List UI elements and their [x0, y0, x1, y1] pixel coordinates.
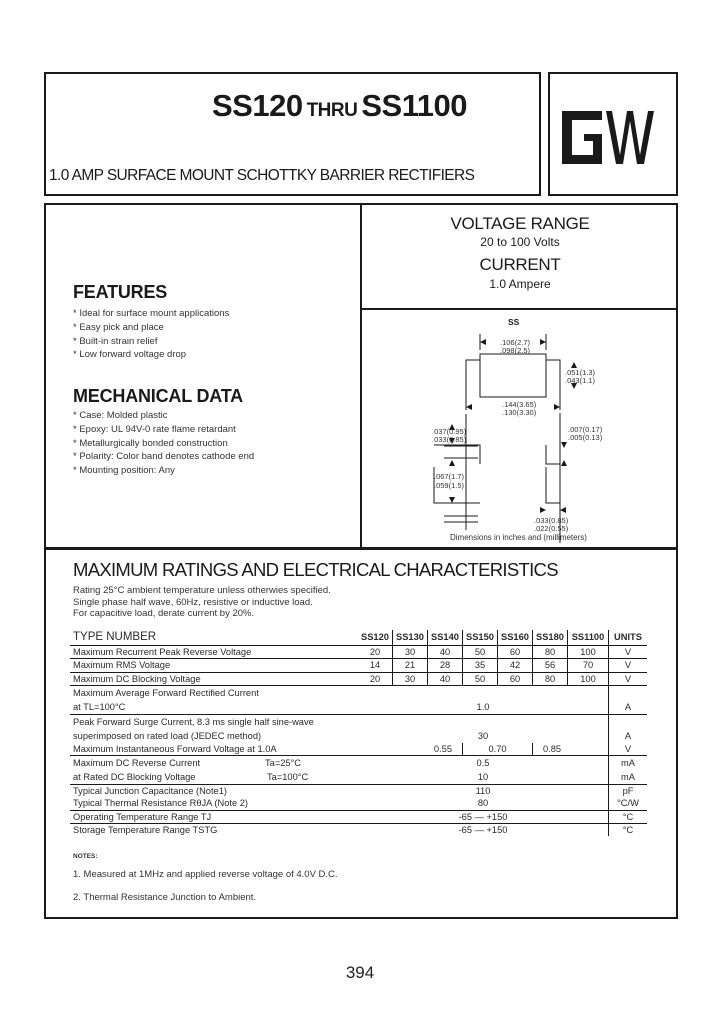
col-header: SS130	[393, 630, 428, 646]
dim-h-1: .067(1.7)	[434, 472, 465, 481]
part-title	[212, 88, 467, 124]
cell: 80	[358, 797, 609, 810]
col-header: SS1100	[568, 630, 609, 646]
note-2: 2. Thermal Resistance Junction to Ambient.	[73, 892, 257, 903]
voltage-range-title: VOLTAGE RANGE	[450, 214, 590, 233]
current-title: CURRENT	[479, 255, 561, 274]
cell: 100	[568, 646, 609, 659]
dim-h-2: .059(1.5)	[434, 481, 465, 490]
part-to: SS1100	[361, 88, 467, 123]
cell: 1.0	[358, 700, 609, 715]
subtitle: 1.0 AMP SURFACE MOUNT SCHOTTKY BARRIER RECTIFIERS	[49, 167, 475, 184]
ratings-conditions	[73, 585, 331, 620]
cell: 28	[428, 659, 463, 672]
gw-logo-icon	[560, 107, 660, 167]
unit-cell: V	[609, 646, 648, 659]
dim-len-2: .130(3.30)	[502, 408, 537, 417]
feature-item: * Low forward voltage drop	[73, 349, 187, 361]
cell: 35	[463, 659, 498, 672]
feature-item: * Built-in strain relief	[73, 335, 158, 347]
voltage-range-value: 20 to 100 Volts	[480, 235, 560, 249]
cell: 0.70	[463, 743, 533, 756]
thru-label: THRU	[306, 100, 358, 121]
table-row	[70, 672, 647, 685]
table-row	[70, 824, 647, 837]
table-row	[70, 700, 647, 715]
condition-line: For capacitive load, derate current by 20%.	[73, 608, 255, 619]
unit-cell: °C/W	[609, 797, 648, 810]
cell: 110	[475, 786, 491, 797]
dim-thick-2: .005(0.13)	[568, 433, 603, 442]
table-row	[70, 714, 647, 729]
cell: -65 — +150	[358, 810, 609, 823]
param-label	[70, 756, 358, 771]
mechanical-item: * Epoxy: UL 94V-0 rate flame retardant	[73, 423, 236, 435]
param-label: Peak Forward Surge Current, 8.3 ms single half sine-wave	[73, 716, 314, 727]
cell: 0.55	[358, 743, 463, 756]
param-label: Typical Junction Capacitance (Note1)	[73, 786, 227, 797]
cell: 30	[477, 730, 489, 741]
param-label: Maximum Instantaneous Forward Voltage at 1.0A	[70, 743, 358, 756]
param-label: Typical Thermal Resistance RθJA (Note 2)	[70, 797, 358, 810]
table-row	[70, 756, 647, 771]
unit-cell: A	[609, 729, 648, 743]
cell: 30	[393, 646, 428, 659]
param-label	[70, 770, 358, 785]
unit-cell: pF	[609, 785, 648, 798]
param-label: Maximum Recurrent Peak Reverse Voltage	[70, 646, 358, 659]
unit-cell: V	[609, 659, 648, 672]
unit-cell: mA	[609, 756, 648, 771]
col-header: SS180	[533, 630, 568, 646]
col-header: SS150	[463, 630, 498, 646]
page-number: 394	[345, 963, 375, 982]
table-row	[70, 810, 647, 823]
cell: 60	[498, 646, 533, 659]
cell: 40	[428, 672, 463, 685]
col-header: SS140	[428, 630, 463, 646]
cell: 30	[393, 672, 428, 685]
mechanical-item: * Polarity: Color band denotes cathode end	[73, 451, 255, 463]
param-label: Operating Temperature Range TJ	[70, 810, 358, 823]
cell: 40	[428, 646, 463, 659]
param-label: Maximum DC Blocking Voltage	[70, 672, 358, 685]
dim-top-1: .106(2.7)	[500, 338, 531, 347]
cell: 60	[498, 672, 533, 685]
table-row	[70, 729, 647, 743]
cell: 0.5	[476, 758, 490, 769]
package-diagram	[420, 310, 620, 545]
dim-right-2: .043(1.1)	[565, 376, 596, 385]
table-row	[70, 797, 647, 810]
mechanical-list	[73, 409, 254, 478]
param-label: Maximum Average Forward Rectified Current	[73, 687, 259, 698]
cell: 50	[463, 646, 498, 659]
col-header: SS120	[358, 630, 393, 646]
cell: 50	[463, 672, 498, 685]
mechanical-heading: MECHANICAL DATA	[73, 386, 243, 406]
unit-cell: V	[609, 743, 648, 756]
table-header-row	[70, 630, 647, 646]
table-row	[70, 785, 647, 798]
cell: 0.85	[533, 743, 609, 756]
cell: 80	[533, 672, 568, 685]
note-1: 1. Measured at 1MHz and applied reverse voltage of 4.0V D.C.	[73, 869, 338, 880]
cell: 70	[568, 659, 609, 672]
cell: 21	[393, 659, 428, 672]
features-heading: FEATURES	[73, 282, 168, 302]
dim-foot-2: .022(0.55)	[534, 524, 569, 533]
param-text: at Rated DC Blocking Voltage	[73, 772, 196, 783]
param-label: Maximum RMS Voltage	[70, 659, 358, 672]
condition-text: Ta=100°C	[267, 772, 309, 783]
mechanical-item: * Mounting position: Any	[73, 465, 175, 477]
mechanical-item: * Case: Molded plastic	[73, 410, 168, 421]
condition-line: Single phase half wave, 60Hz, resistive or inductive load.	[73, 596, 313, 608]
cell: 20	[358, 672, 393, 685]
mechanical-item: * Metallurgically bonded construction	[73, 437, 228, 449]
param-label: superimposed on rated load (JEDEC method)	[73, 730, 262, 741]
param-text: Maximum DC Reverse Current	[73, 758, 201, 769]
param-label: Storage Temperature Range TSTG	[73, 825, 218, 836]
dimensions-caption: Dimensions in inches and (millimeters)	[450, 533, 587, 542]
cell: -65 — +150	[458, 825, 508, 836]
unit-cell: °C	[609, 824, 648, 837]
cell: 10	[358, 770, 609, 785]
dim-thick-1: .007(0.17)	[568, 425, 603, 434]
cell: 20	[358, 646, 393, 659]
features-list	[73, 307, 229, 362]
col-header: SS160	[498, 630, 533, 646]
feature-item: * Easy pick and place	[73, 321, 164, 333]
table-row	[70, 685, 647, 700]
table-row	[70, 646, 647, 659]
dim-top-2: .098(2.5)	[500, 346, 531, 355]
cell: 80	[533, 646, 568, 659]
condition-line: Rating 25°C ambient temperature unless otherwies specified.	[73, 585, 331, 596]
dim-lead-1: .037(0.95)	[432, 427, 467, 436]
dim-lead-2: .033(0.85)	[432, 435, 467, 444]
dim-right-1: .051(1.3)	[565, 368, 596, 377]
dim-len-1: .144(3.65)	[502, 400, 537, 409]
param-label: at TL=100°C	[70, 700, 358, 715]
table-row	[70, 659, 647, 672]
table-row	[70, 770, 647, 785]
cell: 14	[358, 659, 393, 672]
ratings-title: MAXIMUM RATINGS AND ELECTRICAL CHARACTERISTICS	[73, 559, 558, 580]
cell: 56	[533, 659, 568, 672]
dim-foot-1: .033(0.85)	[534, 516, 569, 525]
unit-cell: A	[609, 700, 648, 715]
feature-item: * Ideal for surface mount applications	[73, 308, 230, 319]
ratings-table	[70, 630, 647, 836]
condition-text: Ta=25°C	[265, 758, 302, 769]
type-number-header: TYPE NUMBER	[70, 630, 358, 646]
cell: 100	[568, 672, 609, 685]
unit-cell: °C	[609, 810, 648, 823]
table-row	[70, 743, 647, 756]
cell: 42	[498, 659, 533, 672]
unit-cell: V	[609, 672, 648, 685]
unit-cell: mA	[609, 770, 648, 785]
notes-heading: NOTES:	[73, 853, 98, 860]
current-value: 1.0 Ampere	[489, 277, 551, 291]
units-header: UNITS	[609, 630, 648, 646]
package-label: SS	[508, 317, 520, 327]
part-from: SS120	[212, 88, 303, 123]
